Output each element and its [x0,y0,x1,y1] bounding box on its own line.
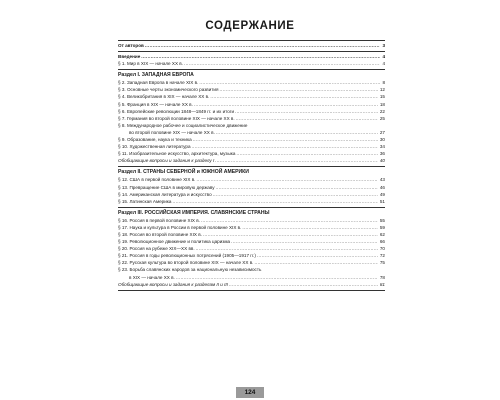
dot-leader [199,79,380,86]
toc-entry-page: 43 [379,177,385,183]
toc-entry[interactable] [118,266,385,273]
dot-leader [219,86,377,93]
dot-leader [254,259,377,266]
toc-entry[interactable] [118,217,385,224]
toc-entry-page: 34 [379,144,385,150]
toc-entry-page: 18 [379,101,385,107]
toc-entry-title: § 3. Основные черты экономического развития [118,87,219,93]
toc-entry[interactable] [118,176,385,183]
dot-leader [172,198,377,205]
toc-entry-title: § 13. Превращение США в мировую державу [118,184,215,190]
toc-entry-page: 55 [379,217,385,223]
toc-entry-page: 49 [379,191,385,197]
dot-leader [196,176,377,183]
page-number: 124 [236,387,264,398]
toc-entry-title: От авторов [118,43,144,48]
dot-leader [141,53,380,60]
toc-entry-page: 78 [379,274,385,280]
dot-leader [215,157,378,164]
dot-leader [236,150,377,157]
toc-entry[interactable] [118,245,385,252]
toc-block [118,70,385,167]
toc-entry-page: 66 [379,239,385,245]
toc-entry-title: § 19. Революционное движение и политика царизма [118,239,231,245]
toc-entry[interactable] [118,224,385,231]
dot-leader [192,143,378,150]
toc-entry-page: 30 [379,137,385,143]
toc-entry-title: § 7. Германия во второй половине XIX — начале XX в. [118,115,235,121]
toc-block [118,167,385,207]
toc-entry-title: § 1. Мир в XIX — начале XX в. [118,61,184,67]
toc-entry-page: 81 [379,281,385,287]
toc-entry[interactable] [118,122,385,129]
section-heading: Раздел II. СТРАНЫ СЕВЕРНОЙ и ЮЖНОЙ АМЕРИКИ [118,169,249,176]
toc-entry-page: 72 [379,253,385,259]
toc-entry-title: § 22. Русская культура во второй половине XIX — начале XX в. [118,260,254,266]
toc-entry[interactable] [118,115,385,122]
toc-entry[interactable] [118,281,385,288]
toc-entry-title-cont: во второй половине XIX — начале XX в. [129,129,215,135]
toc-entry[interactable] [118,157,385,164]
toc-entry-title-cont: в XIX — начале XX в. [129,274,175,280]
toc-entry-continuation[interactable] [118,129,385,136]
toc-entry-title: § 16. Россия в первой половине XIX в. [118,217,200,223]
toc-entry-title: § 10. Художественная литература [118,144,191,150]
toc-entry-title: § 14. Американская литература и искусство [118,191,212,197]
dot-leader [196,245,378,252]
dot-leader [229,281,378,288]
toc-entry-title: § 5. Франция в XIX — начале XX в. [118,101,193,107]
toc-entry-title: § 23. Борьба славянских народов за национальную независимость [118,267,262,273]
toc-entry[interactable] [118,136,385,143]
toc-entry-title: § 21. Россия в годы революционных потрясений (1905—1917 гг.) [118,253,256,259]
dot-leader [216,184,378,191]
table-of-contents [118,40,385,291]
toc-entry[interactable] [118,42,385,49]
toc-entry-page: 3 [382,43,385,48]
toc-entry[interactable] [118,53,385,60]
toc-entry-title: Введение [118,54,141,60]
dot-leader [184,60,380,67]
toc-entry-title: § 11. Изобразительное искусство, архитектура, музыка [118,151,236,157]
toc-entry[interactable] [118,191,385,198]
toc-entry-page: 8 [382,80,385,86]
toc-entry[interactable] [118,238,385,245]
toc-entry[interactable] [118,150,385,157]
dot-leader [145,42,381,49]
toc-entry-page: 40 [379,158,385,164]
toc-entry-title: § 12. США в первой половине XIX в. [118,177,196,183]
dot-leader [235,108,378,115]
toc-entry[interactable] [118,108,385,115]
toc-entry[interactable] [118,93,385,100]
dot-leader [194,101,378,108]
dot-leader [203,231,378,238]
toc-entry-title: § 6. Европейские революции 1848—1849 гг. и их итоги [118,108,235,114]
toc-entry-page: 4 [382,61,385,67]
dot-leader [216,129,378,136]
dot-leader [242,224,377,231]
toc-entry[interactable] [118,86,385,93]
dot-leader [193,136,378,143]
toc-entry-page: 22 [379,108,385,114]
toc-entry-page: 70 [379,246,385,252]
dot-leader [257,252,378,259]
dot-leader [201,217,378,224]
toc-entry[interactable] [118,252,385,259]
toc-entry-title: Обобщающие вопросы и задания к разделу I [118,158,215,164]
toc-entry-title: § 20. Россия на рубеже XIX—XX вв. [118,246,195,252]
toc-entry[interactable] [118,79,385,86]
toc-entry-page: 15 [379,94,385,100]
toc-entry-page: 36 [379,151,385,157]
dot-leader [231,238,378,245]
toc-entry[interactable] [118,184,385,191]
page-title: СОДЕРЖАНИЕ [205,20,295,32]
dot-leader [176,274,378,281]
toc-block [118,208,385,290]
toc-entry[interactable] [118,101,385,108]
toc-block [118,52,385,70]
toc-entry-page: 4 [382,54,385,60]
dot-leader [213,191,378,198]
toc-entry-title: § 15. Латинская Америка [118,198,172,204]
dot-leader [236,115,378,122]
toc-entry-title: § 17. Наука и культура в России в первой половине XIX в. [118,224,242,230]
toc-entry-page: 25 [379,115,385,121]
toc-entry-title: § 4. Великобритания в XIX — начале XX в. [118,94,210,100]
toc-entry-title: Обобщающие вопросы и задания к разделам II и III [118,281,228,287]
toc-entry[interactable] [118,198,385,205]
toc-entry-page: 75 [379,260,385,266]
toc-entry-page: 12 [379,87,385,93]
toc-entry-page: 46 [379,184,385,190]
toc-entry-continuation[interactable] [118,274,385,281]
toc-entry-page: 27 [379,129,385,135]
toc-entry[interactable] [118,143,385,150]
toc-entry[interactable] [118,231,385,238]
toc-entry-title: § 2. Западная Европа в начале XIX в. [118,80,199,86]
dot-leader [210,93,378,100]
section-heading: Раздел III. РОССИЙСКАЯ ИМПЕРИЯ. СЛАВЯНСКИЕ СТРАНЫ [118,209,270,216]
toc-entry[interactable] [118,259,385,266]
section-heading: Раздел I. ЗАПАДНАЯ ЕВРОПА [118,72,194,79]
toc-entry-page: 59 [379,224,385,230]
toc-entry-page: 51 [379,198,385,204]
toc-entry[interactable] [118,60,385,67]
toc-entry-title: § 18. Россия во второй половине XIX в. [118,231,202,237]
toc-block [118,41,385,52]
toc-entry-title: § 8. Международное рабочее и социалистическое движение [118,122,248,128]
toc-entry-page: 62 [379,231,385,237]
toc-entry-title: § 9. Образование, наука и техника [118,137,192,143]
